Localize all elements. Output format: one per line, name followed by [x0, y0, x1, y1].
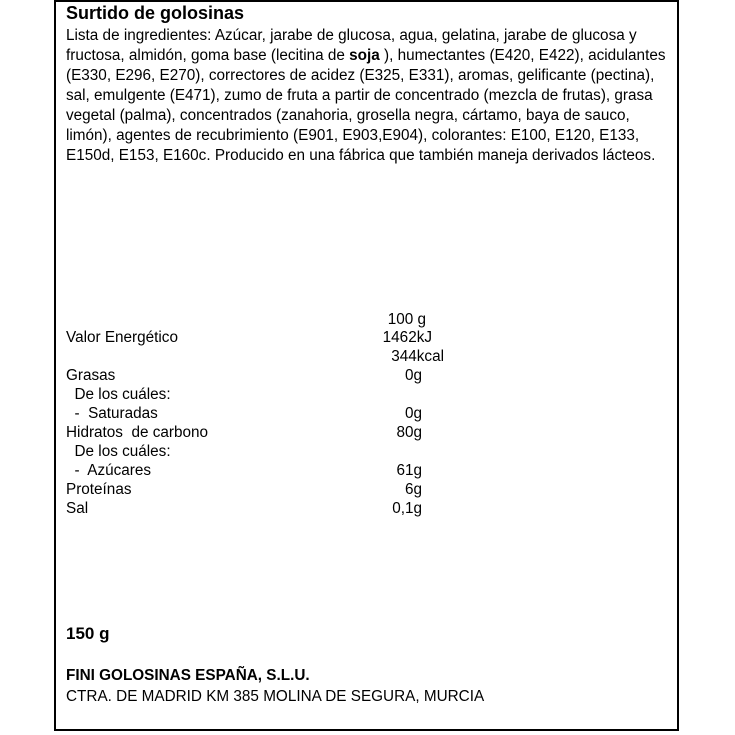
nutrition-label-fat-of-which: De los cuáles: [66, 386, 171, 403]
nutrition-label-sugars: - Azúcares [66, 462, 152, 479]
nutrition-value-energy-kj: 1462kJ [382, 329, 432, 346]
nutrition-value-protein: 6g [404, 481, 422, 498]
nutrition-value-salt: 0,1g [392, 500, 422, 517]
nutrition-label-salt: Sal [66, 500, 89, 517]
nutrition-label-energy: Valor Energético [66, 329, 178, 346]
nutrition-label-saturates: - Saturadas [66, 405, 158, 422]
product-title: Surtido de golosinas [66, 3, 245, 23]
net-weight: 150 g [66, 624, 110, 643]
nutrition-value-fat: 0g [404, 367, 422, 384]
allergen-soja: soja [349, 47, 380, 64]
ingredients-text-2: ), humectantes (E420, E422), acidulantes (E330, E296, E270), correctores de acidez (E325, E331), aromas, gelificante (pectina), sal, emulgente (E471), zumo de fruta a partir de concentrado (mezcla de frutas), grasa vegetal (palma), concentrados (zanahoria, grosella negra, cártamo, baya de sauco, limón), agentes de recubrimiento (E901, E903,E904), colorantes: E100, E120, E133, E150d, E153, E160c. Producido en una fábrica que también maneja derivados lácteos. [66, 47, 666, 164]
nutrition-per-header: 100 g [387, 311, 426, 328]
company-name: FINI GOLOSINAS ESPAÑA, S.L.U. [66, 667, 310, 684]
nutrition-label-protein: Proteínas [66, 481, 132, 498]
ingredients-text-1: Lista de ingredientes: Azúcar, jarabe de glucosa, agua, gelatina, jarabe de glucosa y fructosa, almidón, goma base (lecitina de [66, 27, 637, 64]
company-address: CTRA. DE MADRID KM 385 MOLINA DE SEGURA, MURCIA [66, 688, 485, 705]
ingredients-list [66, 26, 666, 166]
nutrition-label-fat: Grasas [66, 367, 116, 384]
nutrition-value-energy-kcal: 344kcal [391, 348, 444, 365]
nutrition-value-saturates: 0g [404, 405, 422, 422]
nutrition-label-carbohydrates: Hidratos de carbono [66, 424, 209, 441]
nutrition-label-carbs-of-which: De los cuáles: [66, 443, 171, 460]
nutrition-value-carbohydrates: 80g [396, 424, 422, 441]
nutrition-value-sugars: 61g [396, 462, 422, 479]
